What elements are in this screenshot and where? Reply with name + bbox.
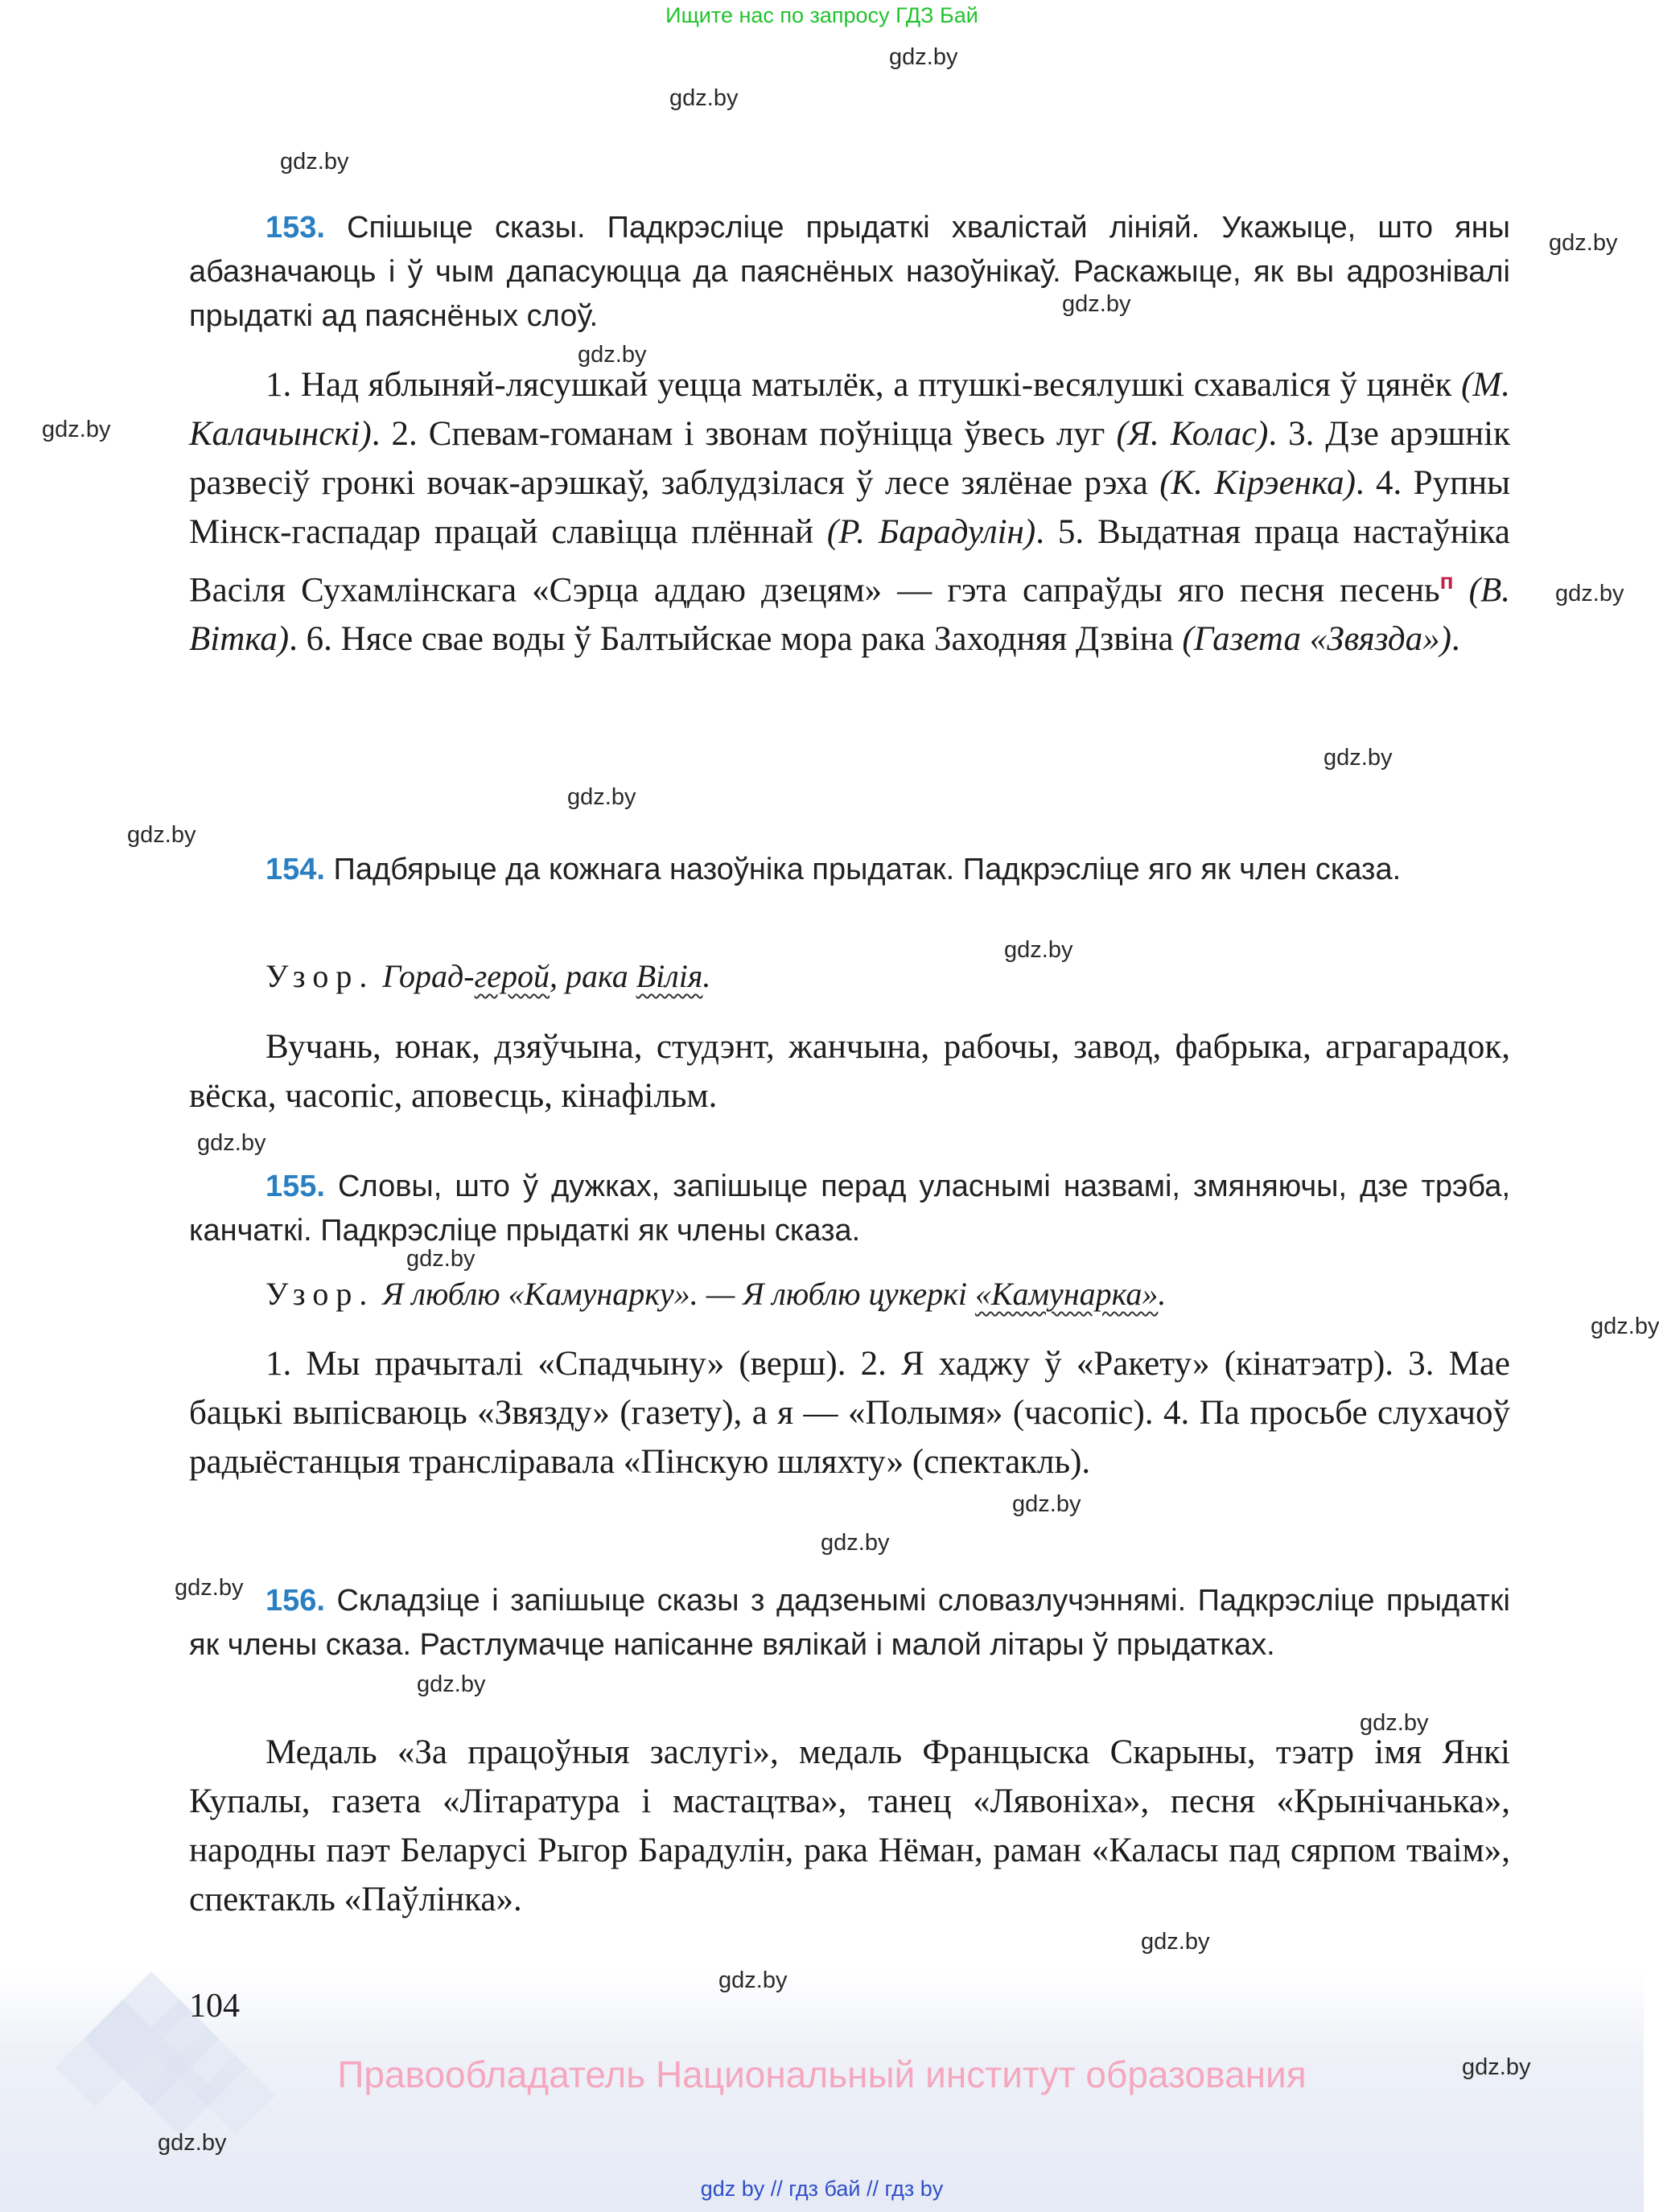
sentence-end: .	[1451, 620, 1460, 659]
footer-links[interactable]: gdz by // гдз бай // гдз by	[700, 2177, 944, 2201]
task-154-words: Вучань, юнак, дзяўчына, студэнт, жанчына, рабочы, завод, фабрыка, аграгарадок, вёска, часопіс, аповесць, кінафільм.	[189, 1028, 1510, 1115]
watermark: gdz.by	[417, 1671, 486, 1697]
sample-text: Я люблю «Камунарку». — Я люблю цукеркі	[382, 1276, 967, 1312]
sample-text: , рака	[549, 958, 628, 994]
sentence: . 4. Рупны Мінск-гаспадар працай славіцца плённай	[189, 464, 1510, 551]
sentence: 1. Над яблыняй-лясушкай уецца матылёк, а птушкі-весялушкі схаваліся ў цянёк	[266, 366, 1452, 404]
watermark: gdz.by	[42, 417, 111, 442]
watermark: gdz.by	[1591, 1314, 1659, 1339]
task-text: Спішыце сказы. Падкрэсліце прыдаткі хвалістай лініяй. Укажыце, што яны абазначаюць і ў чым дапасуюцца да паяснёных назоўнікаў. Раскажыце, як вы адрознівалі прыдаткі ад паяснёных слоў.	[189, 211, 1510, 333]
watermark: gdz.by	[889, 44, 958, 70]
sample-appositive: «Камунарка»	[974, 1276, 1159, 1312]
sample-text: .	[1158, 1276, 1167, 1312]
task-number: 153.	[266, 211, 325, 245]
author: (М. Калачынскі)	[189, 366, 1510, 453]
footnote-marker: п	[1439, 569, 1454, 594]
author: (Газета «Звязда»)	[1182, 620, 1451, 659]
watermark: gdz.by	[197, 1130, 266, 1156]
sample-text: Горад-	[382, 958, 475, 994]
task-155-instruction	[189, 1165, 1510, 1253]
copyright-notice: Правообладатель Национальный институт образования	[337, 2054, 1307, 2095]
watermark: gdz.by	[1555, 581, 1624, 606]
search-banner[interactable]: Ищите нас по запросу ГДЗ Бай	[665, 3, 978, 27]
sentence: . 6. Нясе свае воды ў Балтыйскае мора рака Заходняя Дзвіна	[289, 620, 1174, 659]
watermark: gdz.by	[406, 1246, 475, 1272]
sentence: . 2. Спевам-гоманам і звонам поўніцца ўвесь луг	[371, 415, 1105, 453]
watermark: gdz.by	[158, 2130, 227, 2156]
task-text: Падбярыце да кожнага назоўніка прыдатак. Падкрэсліце яго як член сказа.	[333, 853, 1402, 886]
task-153-exercise	[189, 360, 1510, 664]
sample-label: Узор.	[266, 958, 375, 994]
task-number: 156.	[266, 1584, 325, 1618]
watermark: gdz.by	[127, 822, 196, 848]
watermark: gdz.by	[821, 1530, 890, 1556]
task-154-instruction	[189, 848, 1510, 892]
task-156-phrases: Медаль «За працоўныя заслугі», медаль Францыска Скарыны, тэатр імя Янкі Купалы, газета «Літаратура і мастацтва», танец «Лявоніха», песня «Крынічанька», народны паэт Беларусі Рыгор Барадулін, рака Нёман, раман «Каласы пад сярпом тваім», спектакль «Паўлінка».	[189, 1733, 1510, 1918]
watermark: gdz.by	[578, 342, 647, 368]
author: (Р. Барадулін)	[826, 513, 1036, 551]
task-154-sample	[266, 957, 710, 995]
watermark: gdz.by	[669, 85, 739, 111]
watermark: gdz.by	[567, 784, 636, 810]
sample-label: Узор.	[266, 1276, 375, 1312]
watermark: gdz.by	[1012, 1491, 1081, 1517]
sample-appositive: герой	[474, 958, 550, 994]
author: (К. Кірэенка)	[1159, 464, 1356, 502]
author: (В. Вітка)	[189, 571, 1510, 659]
watermark: gdz.by	[280, 149, 349, 175]
watermark: gdz.by	[175, 1575, 244, 1601]
watermark: gdz.by	[1062, 291, 1131, 317]
task-155-sample	[266, 1275, 1166, 1313]
watermark: gdz.by	[1360, 1710, 1429, 1736]
watermark: gdz.by	[1004, 937, 1073, 963]
task-153-instruction	[189, 206, 1510, 339]
task-155-sentences: 1. Мы прачыталі «Спадчыну» (верш). 2. Я хаджу ў «Ракету» (кінатэатр). 3. Мае бацькі выпісваюць «Звязду» (газету), а я — «Полымя» (часопіс). 4. Па просьбе слухачоў радыёстанцыя транслiравала «Пінскую шляхту» (спектакль).	[189, 1345, 1510, 1481]
task-text: Словы, што ў дужках, запішыце перад уласнымі назвамі, змяняючы, дзе трэба, канчаткі. Падкрэсліце прыдаткі як члены сказа.	[189, 1170, 1510, 1248]
sample-appositive: Вілія	[636, 958, 703, 994]
sentence: . 3. Дзе арэшнік развесіў гронкі вочак-арэшкаў, заблудзілася ў лесе зялёнае рэха	[189, 415, 1510, 502]
watermark: gdz.by	[1549, 230, 1618, 256]
author: (Я. Колас)	[1116, 415, 1269, 453]
page-number: 104	[189, 1988, 240, 2025]
sentence: . 5. Выдатная праца настаўніка Васіля Сухамлінскага «Сэрца аддаю дзецям» — гэта сапраўды яго песня песень	[189, 513, 1511, 610]
task-156-instruction	[189, 1579, 1510, 1667]
sample-text: .	[702, 958, 711, 994]
task-number: 154.	[266, 853, 325, 886]
task-number: 155.	[266, 1170, 325, 1203]
watermark: gdz.by	[1462, 2054, 1531, 2080]
task-text: Складзіце і запішыце сказы з дадзенымі словазлучэннямі. Падкрэсліце прыдаткі як члены сказа. Растлумачце напісанне вялікай і малой літары ў прыдатках.	[189, 1584, 1510, 1662]
watermark: gdz.by	[1141, 1929, 1210, 1955]
watermark: gdz.by	[718, 1967, 788, 1993]
watermark: gdz.by	[1323, 745, 1393, 771]
